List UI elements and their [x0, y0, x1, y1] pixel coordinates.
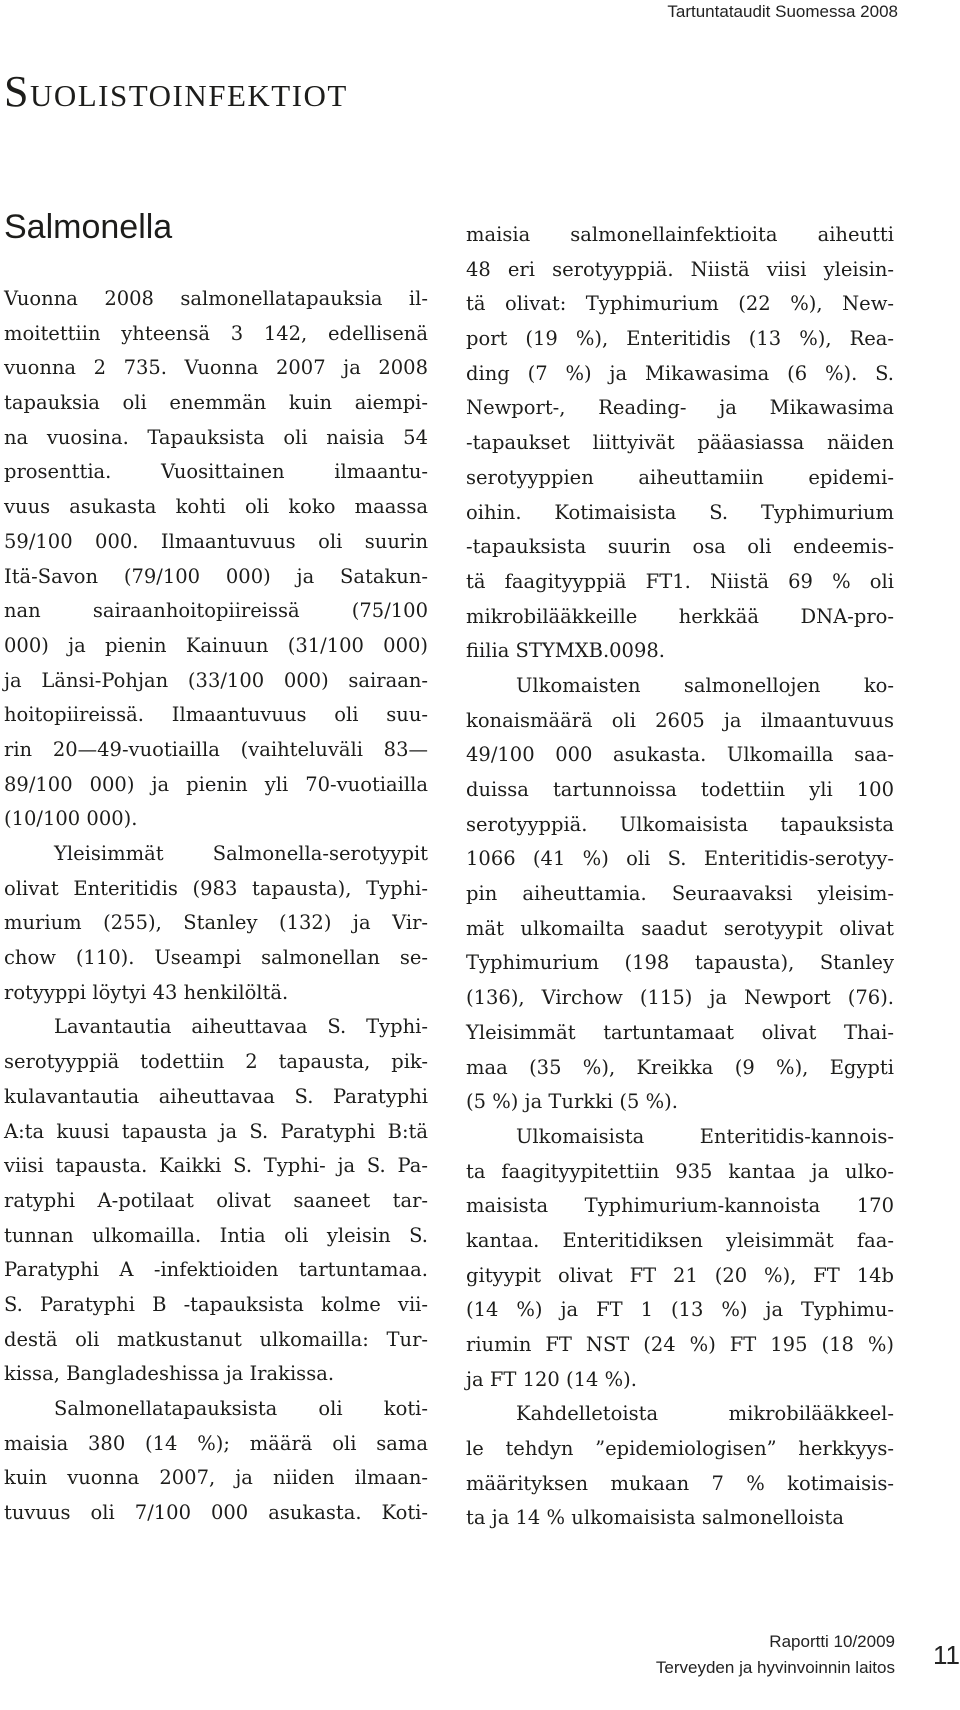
- text-line: tä faagityyppiä FT1. Niistä 69 % oli: [466, 569, 894, 593]
- text-line: maisia salmonellainfektioita aiheutti: [466, 223, 894, 246]
- footer-report-number: Raportti 10/2009: [769, 1632, 895, 1651]
- text-line: vuonna 2 735. Vuonna 2007 ja 2008: [4, 356, 428, 380]
- footer-institution: Terveyden ja hyvinvoinnin laitos: [655, 1658, 895, 1677]
- text-line: kulavantautia aiheuttavaa S. Paratyphi: [4, 1084, 428, 1108]
- text-line: nan sairaanhoitopiireissä (75/100: [4, 599, 428, 623]
- text-line: 1066 (41 %) oli S. Enteritidis-serotyy-: [466, 847, 894, 871]
- text-line: riumin FT NST (24 %) FT 195 (18 %): [466, 1333, 894, 1356]
- text-line: serotyyppiä todettiin 2 tapausta, pik-: [4, 1050, 428, 1074]
- text-line: rotyyppi löytyi 43 henkilöltä.: [4, 980, 289, 1004]
- text-line: le tehdyn ”epidemiologisen” herkkyys-: [466, 1437, 894, 1461]
- text-line: hoitopiireissä. Ilmaantuvuus oli suu-: [4, 703, 428, 727]
- text-line: moitettiin yhteensä 3 142, edellisenä: [4, 321, 428, 345]
- text-line: Salmonellatapauksista oli koti-: [54, 1397, 428, 1420]
- text-line: Yleisimmät tartuntamaat olivat Thai-: [466, 1020, 894, 1044]
- left-text-column: [4, 282, 428, 1531]
- text-line: A:ta kuusi tapausta ja S. Paratyphi B:tä: [4, 1119, 428, 1143]
- text-line: Typhimurium (198 tapausta), Stanley: [466, 951, 894, 975]
- text-line: 000) ja pienin Kainuun (31/100 000): [4, 633, 428, 657]
- text-line: tä olivat: Typhimurium (22 %), New-: [466, 292, 894, 316]
- text-line: viisi tapausta. Kaikki S. Typhi- ja S. Pa-: [4, 1154, 428, 1178]
- text-line: serotyyppien aiheuttamiin epidemi-: [466, 465, 894, 489]
- text-line: destä oli matkustanut ulkomailla: Tur-: [4, 1327, 428, 1351]
- text-line: Yleisimmät Salmonella-serotyypit: [54, 842, 428, 865]
- text-line: maisista Typhimurium-kannoista 170: [466, 1194, 894, 1218]
- text-line: (14 %) ja FT 1 (13 %) ja Typhimu-: [466, 1298, 894, 1322]
- text-line: kuin vuonna 2007, ja niiden ilmaan-: [4, 1466, 428, 1490]
- text-line: gityypit olivat FT 21 (20 %), FT 14b: [466, 1263, 894, 1287]
- text-line: port (19 %), Enteritidis (13 %), Rea-: [466, 327, 894, 351]
- text-line: tapauksia oli enemmän kuin aiempi-: [4, 391, 428, 415]
- text-line: kissa, Bangladeshissa ja Irakissa.: [4, 1362, 335, 1386]
- text-line: duissa tartunnoissa todettiin yli 100: [466, 778, 894, 801]
- text-line: ta faagityypitettiin 935 kantaa ja ulko-: [466, 1159, 894, 1183]
- text-line: mät ulkomailta saadut serotyypit olivat: [466, 916, 894, 940]
- text-line: prosenttia. Vuosittainen ilmaantu-: [4, 460, 428, 484]
- section-title: Salmonella: [4, 208, 173, 246]
- right-text-column: [466, 218, 894, 1536]
- text-line: 48 eri serotyyppiä. Niistä viisi yleisin-: [466, 257, 894, 281]
- text-line: S. Paratyphi B -tapauksista kolme vii-: [4, 1292, 428, 1316]
- text-line: maisia 380 (14 %); määrä oli sama: [4, 1431, 428, 1455]
- text-line: (5 %) ja Turkki (5 %).: [466, 1090, 678, 1114]
- text-line: 59/100 000. Ilmaantuvuus oli suurin: [4, 529, 428, 553]
- text-line: serotyyppiä. Ulkomaisista tapauksista: [466, 812, 894, 836]
- text-line: rin 20—49-vuotiailla (vaihteluväli 83—: [4, 737, 428, 761]
- page-number: 11: [933, 1640, 960, 1670]
- text-line: Newport-, Reading- ja Mikawasima: [466, 396, 894, 420]
- text-line: tuvuus oli 7/100 000 asukasta. Koti-: [4, 1501, 428, 1525]
- text-line: Ulkomaisten salmonellojen ko-: [516, 673, 894, 697]
- text-line: murium (255), Stanley (132) ja Vir-: [4, 911, 428, 935]
- text-line: kantaa. Enteritidiksen yleisimmät faa-: [466, 1228, 894, 1252]
- text-line: ja FT 120 (14 %).: [466, 1367, 637, 1391]
- text-line: Itä-Savon (79/100 000) ja Satakun-: [4, 564, 428, 588]
- text-line: 89/100 000) ja pienin yli 70-vuotiailla: [4, 772, 428, 796]
- text-line: -tapauksista suurin osa oli endeemis-: [466, 535, 894, 559]
- text-line: vuus asukasta kohti oli koko maassa: [4, 495, 428, 519]
- text-line: (136), Virchow (115) ja Newport (76).: [466, 986, 894, 1010]
- text-line: ratyphi A-potilaat olivat saaneet tar-: [4, 1188, 428, 1212]
- text-line: (10/100 000).: [4, 807, 138, 831]
- chapter-title: Suolistoinfektiot: [4, 67, 348, 116]
- text-line: tunnan ulkomailla. Intia oli yleisin S.: [4, 1223, 428, 1247]
- text-line: ding (7 %) ja Mikawasima (6 %). S.: [466, 361, 894, 385]
- text-line: fiilia STYMXB.0098.: [466, 639, 665, 663]
- text-line: -tapaukset liittyivät pääasiassa näiden: [466, 431, 894, 455]
- text-line: ta ja 14 % ulkomaisista salmonelloista: [466, 1506, 845, 1530]
- text-line: 49/100 000 asukasta. Ulkomailla saa-: [466, 743, 894, 767]
- text-line: olivat Enteritidis (983 tapausta), Typhi-: [4, 876, 428, 900]
- text-line: pin aiheuttamia. Seuraavaksi yleisim-: [466, 882, 894, 906]
- text-line: Ulkomaisista Enteritidis-kannois-: [516, 1124, 894, 1148]
- text-line: ja Länsi-Pohjan (33/100 000) sairaan-: [4, 668, 428, 692]
- running-header: Tartuntataudit Suomessa 2008: [667, 2, 898, 21]
- text-line: na vuosina. Tapauksista oli naisia 54: [4, 425, 428, 449]
- text-line: määrityksen mukaan 7 % kotimaisis-: [466, 1471, 894, 1495]
- text-line: Lavantautia aiheuttavaa S. Typhi-: [54, 1015, 428, 1039]
- text-line: Kahdelletoista mikrobilääkkeel-: [516, 1402, 894, 1426]
- text-line: Vuonna 2008 salmonellatapauksia il-: [4, 287, 428, 310]
- text-line: oihin. Kotimaisista S. Typhimurium: [466, 500, 894, 524]
- text-line: chow (110). Useampi salmonellan se-: [4, 946, 428, 970]
- text-line: maa (35 %), Kreikka (9 %), Egypti: [466, 1055, 894, 1079]
- text-line: mikrobilääkkeille herkkää DNA-pro-: [466, 604, 894, 628]
- text-line: Paratyphi A -infektioiden tartuntamaa.: [4, 1258, 428, 1282]
- text-line: konaismäärä oli 2605 ja ilmaantuvuus: [466, 708, 894, 732]
